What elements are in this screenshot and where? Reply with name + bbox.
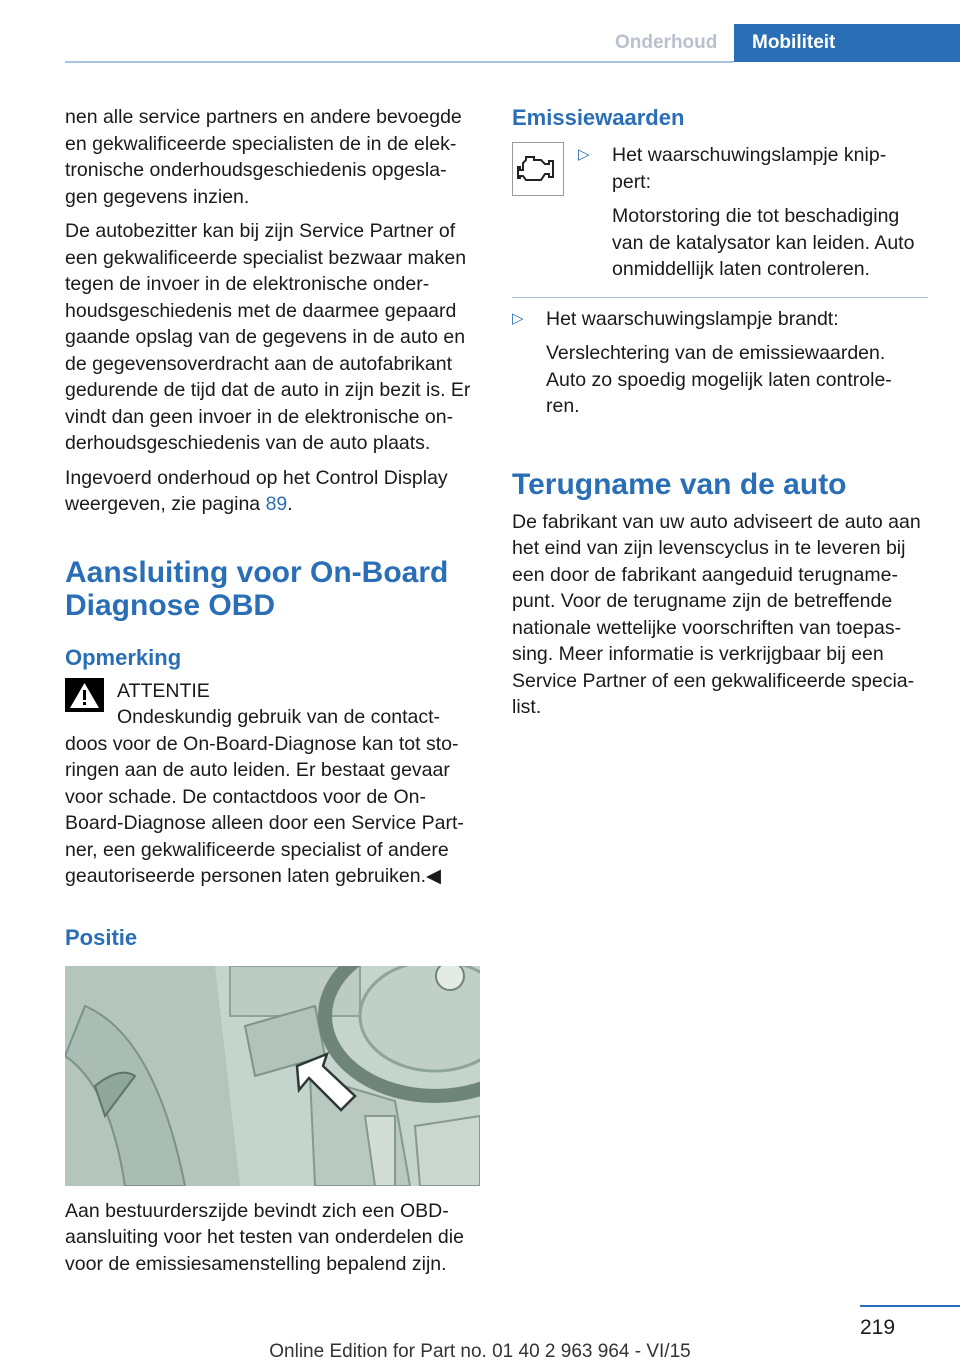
header-divider [65,61,734,63]
emission-item-blinking [512,142,928,291]
paragraph-control-display-text: Ingevoerd onderhoud op het Control Display weergeven, zie pagina [65,466,448,515]
item1-title: Het waarschuwingslampje knip‐ pert: [612,144,887,193]
paragraph-service-partners: nen alle service partners en andere bevoegde en gekwalificeerde specialisten de in de elek‐ tronische onderhoudsgeschiedenis opgesla‐ gen gegevens inzien. [65,106,462,208]
page-number: 219 [860,1316,896,1339]
engine-check-icon [517,154,559,184]
obd-photo-illustration [65,966,480,1186]
item2-description: Verslechtering van de emissiewaarden. Auto zo spoedig mogelijk laten controle‐ ren. [546,342,892,417]
paragraph-control-display-end: . [287,493,293,515]
triangle-bullet-icon: ▷ [512,309,524,327]
warning-title: ATTENTIE [117,679,210,702]
edition-footer: Online Edition for Part no. 01 40 2 963 964 - VI/15 [269,1341,691,1362]
item-divider [512,297,928,298]
item1-description: Motorstoring die tot beschadiging van de katalysator kan leiden. Auto onmiddellijk laten controleren. [612,205,915,280]
paragraph-terugname: De fabrikant van uw auto adviseert de auto aan het eind van zijn levenscyclus in te leveren bij een door de fabrikant aangeduid terugname‐ punt. Voor de terugname zijn de betreffende nationale wettelijke voorschriften van toepas‐ sing. Meer informatie is verkrijgbaar bij een Service Partner of een gekwalificeerde specia‐ list. [512,510,921,718]
heading-terugname: Terugname van de auto [512,467,847,501]
paragraph-control-display [65,465,477,518]
obd-location-photo [65,966,480,1186]
emission-item-steady [512,306,928,428]
warning-first-line: Ondeskundig gebruik van de contact‐ [117,706,441,728]
tab-mobiliteit[interactable]: Mobiliteit [734,24,960,62]
footer-divider [860,1305,960,1307]
left-column [65,104,477,1285]
warning-triangle-icon [65,678,104,712]
subheading-emissiewaarden: Emissiewaarden [512,105,685,130]
heading-obd: Aansluiting voor On-Board Diagnose OBD [65,555,449,622]
warning-block [65,678,477,731]
item2-title: Het waarschuwingslampje brandt: [546,307,839,330]
engine-warning-lamp-box [512,142,564,196]
subheading-positie: Positie [65,924,138,950]
triangle-bullet-icon: ▷ [578,146,590,163]
warning-text: doos voor de On-Board-Diagnose kan tot sto‐ ringen aan de auto leiden. Er bestaat gevaar voor schade. De contactdoos voor de On- Board-Diagnose alleen door een Service Part‐ ner, een gekwalificeerde specialist of andere geautoriseerde personen laten gebruiken.◀ [65,732,464,887]
page-link-89[interactable]: 89 [265,493,288,515]
tab-onderhoud[interactable]: Onderhoud [598,24,734,62]
photo-caption: Aan bestuurderszijde bevindt zich een OBD- aansluiting voor het testen van onderdelen die voor de emissiesamenstelling bepalend zijn. [65,1199,464,1275]
paragraph-objection: De autobezitter kan bij zijn Service Partner of een gekwalificeerde specialist bezwaar maken tegen de invoer in de elektronische onder‐ houdsgeschiedenis met de daarmee gepaard gaande opslag van de gegevens in de auto en de gegevensoverdracht aan de autofabrikant gedurende de tijd dat de auto in zijn bezit is. Er vindt dan geen invoer in de elektronische on‐ derhoudsgeschiedenis van de auto plaats. [65,220,471,454]
subheading-opmerking: Opmerking [65,644,182,670]
chapter-tabs [598,24,960,62]
right-column [512,104,928,729]
